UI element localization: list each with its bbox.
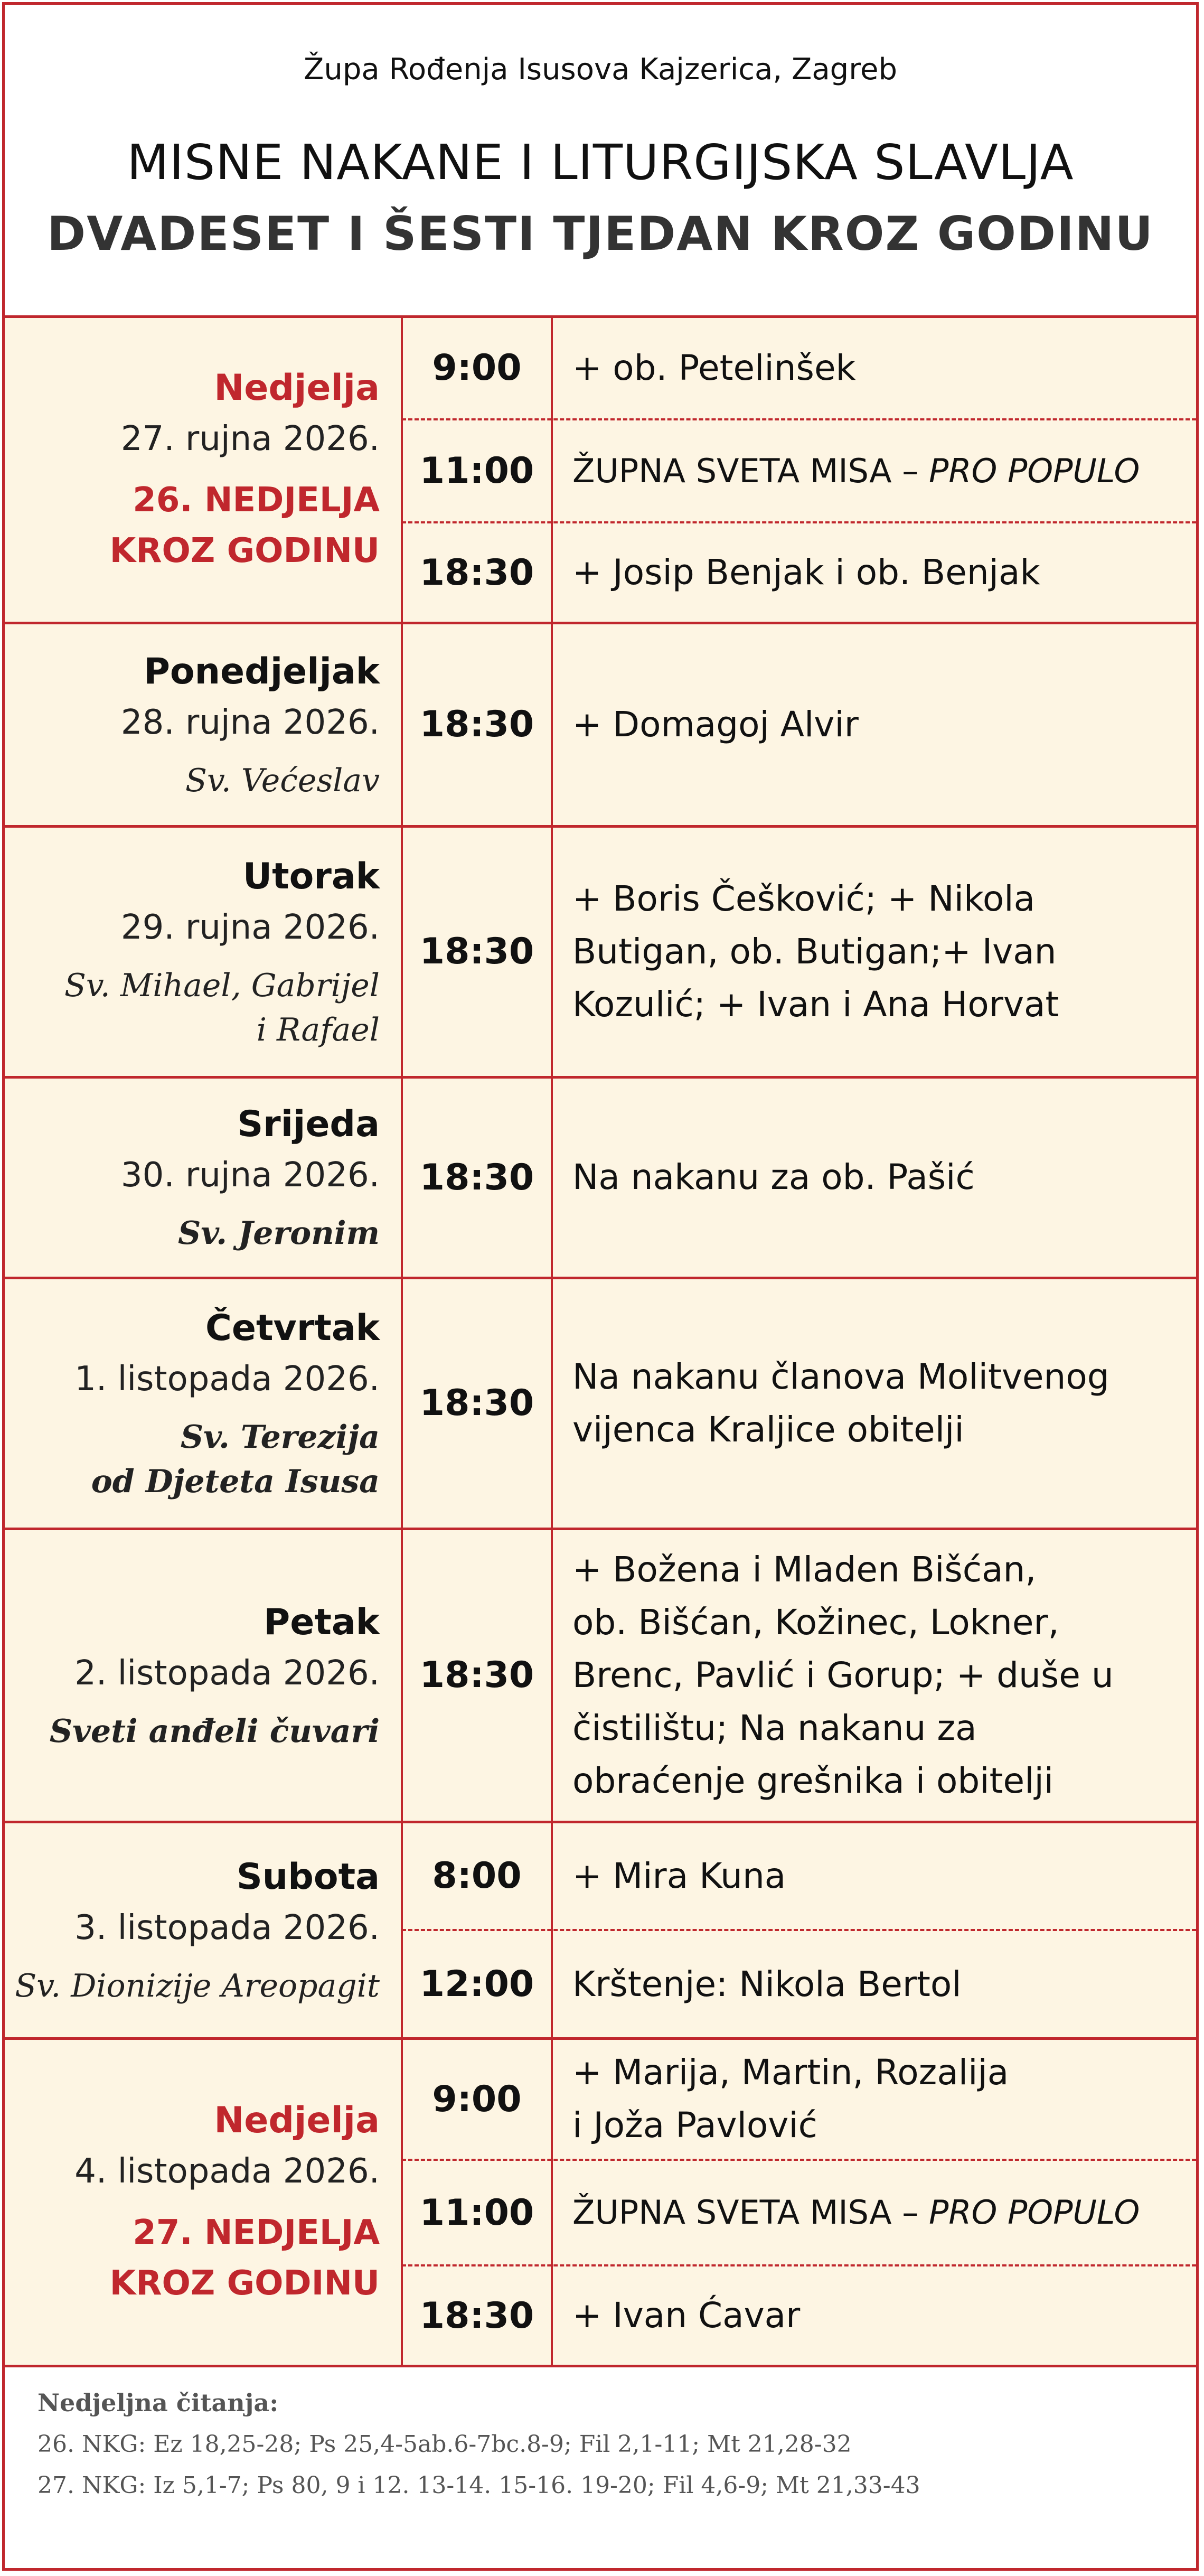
intention-line: + Ivan Ćavar <box>572 2295 801 2336</box>
intention-line: ŽUPNA SVETA MISA – <box>572 451 929 490</box>
intention-line: čistilištu; Na nakanu za <box>572 1707 977 1748</box>
page-subtitle: DVADESET I ŠESTI TJEDAN KROZ GODINU <box>47 207 1154 261</box>
intention-line: Brenc, Pavlić i Gorup; + duše u <box>572 1654 1114 1696</box>
intention-line: Na nakanu za ob. Pašić <box>572 1157 975 1197</box>
day-date: 28. rujna 2026. <box>120 702 380 742</box>
intention-text <box>572 2289 800 2342</box>
saint-name: Sv. Većeslav <box>185 762 380 799</box>
day-name: Ponedjeljak <box>144 650 380 692</box>
page-title: MISNE NAKANE I LITURGIJSKA SLAVLJA <box>127 134 1074 191</box>
intention-text <box>572 445 1140 498</box>
mass-time: 18:30 <box>419 1654 534 1696</box>
day-name: Utorak <box>242 855 380 897</box>
saint-name: Sv. Dionizije Areopagit <box>15 1968 380 2004</box>
readings-line: 26. NKG: Ez 18,25-28; Ps 25,4-5ab.6-7bc.8-9; Fil 2,1-11; Mt 21,28-32 <box>37 2431 852 2458</box>
day-name: Četvrtak <box>205 1307 380 1349</box>
parish-name: Župa Rođenja Isusova Kajzerica, Zagreb <box>304 52 897 87</box>
intention-text <box>572 342 856 395</box>
pro-populo-label: PRO POPULO <box>928 451 1140 490</box>
intention-line: Na nakanu članova Molitvenog <box>572 1356 1109 1397</box>
day-name: Srijeda <box>237 1103 380 1145</box>
mass-time: 18:30 <box>419 2294 534 2337</box>
mass-time: 18:30 <box>419 551 534 594</box>
intention-line: + Mira Kuna <box>572 1855 786 1896</box>
day-date: 30. rujna 2026. <box>120 1156 380 1195</box>
day-cell <box>5 363 402 576</box>
mass-intention <box>572 1822 1193 1930</box>
intention-text <box>572 2186 1140 2239</box>
feast-label: KROZ GODINU <box>109 531 380 570</box>
mass-intention <box>572 316 1193 419</box>
mass-time: 18:30 <box>419 931 534 972</box>
readings-heading: Nedjeljna čitanja: <box>37 2388 279 2417</box>
intention-line: i Joža Pavlović <box>572 2105 817 2146</box>
day-cell <box>5 2095 402 2309</box>
saint-name: i Rafael <box>256 1011 380 1048</box>
mass-intention <box>572 419 1193 522</box>
day-name: Nedjelja <box>214 367 380 409</box>
mass-time: 9:00 <box>432 2078 522 2120</box>
intention-text <box>572 1351 1109 1456</box>
row-divider <box>5 2365 1196 2367</box>
intention-line: + ob. Petelinšek <box>572 347 856 388</box>
mass-intention <box>572 1529 1193 1822</box>
intention-line: Krštenje: Nikola Bertol <box>572 1963 962 2004</box>
day-date: 1. listopada 2026. <box>74 1359 380 1399</box>
intention-line: + Marija, Martin, Rozalija <box>572 2052 1009 2093</box>
saint-name: Sv. Terezija <box>180 1418 380 1456</box>
mass-intention <box>572 1930 1193 2038</box>
day-date: 29. rujna 2026. <box>120 907 380 947</box>
saint-name: Sv. Mihael, Gabrijel <box>64 967 380 1004</box>
intention-line: + Božena i Mladen Bišćan, <box>572 1549 1037 1590</box>
mass-time: 9:00 <box>432 347 522 389</box>
feast-label: KROZ GODINU <box>109 2264 380 2303</box>
mass-time: 12:00 <box>419 1963 534 2005</box>
day-name: Nedjelja <box>214 2100 380 2141</box>
intention-text <box>572 1543 1114 1807</box>
day-date: 3. listopada 2026. <box>74 1908 380 1947</box>
saint-name: Sveti anđeli čuvari <box>49 1712 380 1750</box>
day-cell <box>5 647 402 803</box>
intention-line: + Boris Češković; + Nikola <box>572 878 1036 919</box>
header <box>5 5 1196 316</box>
intention-text <box>572 2046 1009 2152</box>
column-divider <box>551 316 553 2366</box>
mass-time: 18:30 <box>419 1382 534 1424</box>
pro-populo-label: PRO POPULO <box>928 2193 1140 2232</box>
intention-line: + Domagoj Alvir <box>572 704 859 745</box>
mass-intention <box>572 2160 1193 2265</box>
day-date: 2. listopada 2026. <box>74 1653 380 1693</box>
day-cell <box>5 851 402 1052</box>
day-name: Petak <box>264 1601 380 1643</box>
mass-intention <box>572 623 1193 826</box>
sunday-readings <box>37 2382 920 2506</box>
schedule-frame <box>2 2 1199 2571</box>
intention-text <box>572 873 1059 1031</box>
intention-line: Kozulić; + Ivan i Ana Horvat <box>572 983 1059 1025</box>
intention-line: obraćenje grešnika i obitelji <box>572 1760 1054 1801</box>
feast-label: 26. NEDJELJA <box>133 481 380 520</box>
day-name: Subota <box>236 1856 380 1898</box>
intention-line: + Josip Benjak i ob. Benjak <box>572 552 1040 593</box>
mass-time: 11:00 <box>419 2191 534 2234</box>
mass-intention <box>572 2265 1193 2366</box>
intention-text <box>572 546 1040 599</box>
feast-label: 27. NEDJELJA <box>133 2213 380 2252</box>
readings-line: 27. NKG: Iz 5,1-7; Ps 80, 9 i 12. 13-14. 15-16. 19-20; Fil 4,6-9; Mt 21,33-43 <box>37 2472 920 2499</box>
saint-name: Sv. Jeronim <box>177 1215 380 1252</box>
column-divider <box>401 316 403 2366</box>
intention-text <box>572 698 859 751</box>
intention-line: ob. Bišćan, Kožinec, Lokner, <box>572 1601 1059 1643</box>
day-date: 27. rujna 2026. <box>120 419 380 458</box>
mass-intention <box>572 522 1193 623</box>
intention-text <box>572 1850 786 1903</box>
day-cell <box>5 1099 402 1256</box>
mass-intention <box>572 1278 1193 1529</box>
intention-text <box>572 1151 975 1204</box>
intention-text <box>572 1958 962 2011</box>
mass-intention <box>572 2038 1193 2160</box>
day-cell <box>5 1597 402 1754</box>
intention-line: ŽUPNA SVETA MISA – <box>572 2193 929 2232</box>
saint-name: od Djeteta Isusa <box>91 1463 380 1500</box>
day-cell <box>5 1852 402 2008</box>
mass-intention <box>572 826 1193 1077</box>
mass-time: 8:00 <box>432 1855 522 1897</box>
mass-intention <box>572 1077 1193 1278</box>
mass-time: 18:30 <box>419 1156 534 1198</box>
mass-time: 11:00 <box>419 450 534 492</box>
intention-line: vijenca Kraljice obitelji <box>572 1409 964 1450</box>
day-cell <box>5 1303 402 1504</box>
intention-line: Butigan, ob. Butigan;+ Ivan <box>572 931 1057 972</box>
day-date: 4. listopada 2026. <box>74 2152 380 2191</box>
mass-time: 18:30 <box>419 704 534 745</box>
